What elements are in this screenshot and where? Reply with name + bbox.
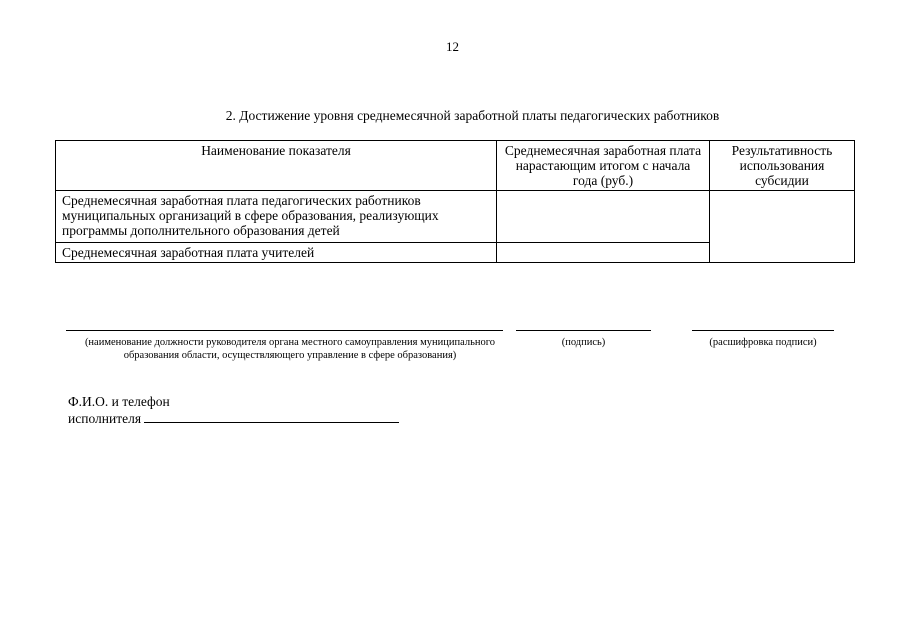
header-indicator-name: Наименование показателя [56,141,497,191]
executor-input-line[interactable] [144,410,399,423]
header-average-salary: Среднемесячная заработная плата нарастающим итогом с начала года (руб.) [497,141,710,191]
signature-caption: (подпись) [561,337,606,348]
table-row [56,191,855,243]
signature-line [516,330,651,331]
position-caption: (наименование должности руководителя органа местного самоуправления муниципального образования области, осуществляющего управление в сфере образования) [84,337,496,361]
table-header-row [56,141,855,191]
row-name-teachers-additional-education: Среднемесячная заработная плата педагогических работников муниципальных организаций в сфере образования, реализующих программы дополнительного образования детей [56,191,497,243]
indicators-table [55,140,855,263]
row-value-teachers-additional-education[interactable] [497,191,710,243]
decoding-caption: (расшифровка подписи) [709,337,817,348]
executor-block [68,393,399,427]
executor-label-line2: исполнителя [68,411,142,426]
decoding-signature-line [692,330,834,331]
position-signature-line [66,330,503,331]
row-value-teachers[interactable] [497,243,710,263]
row-name-teachers: Среднемесячная заработная плата учителей [56,243,497,263]
executor-label-line2-wrap [68,410,399,427]
executor-label-line1: Ф.И.О. и телефон [68,394,170,409]
page-number: 12 [446,39,459,54]
section-title: 2. Достижение уровня среднемесячной заработной платы педагогических работников [225,108,720,123]
result-cell[interactable] [710,191,855,263]
header-subsidy-effectiveness: Результативность использования субсидии [710,141,855,191]
